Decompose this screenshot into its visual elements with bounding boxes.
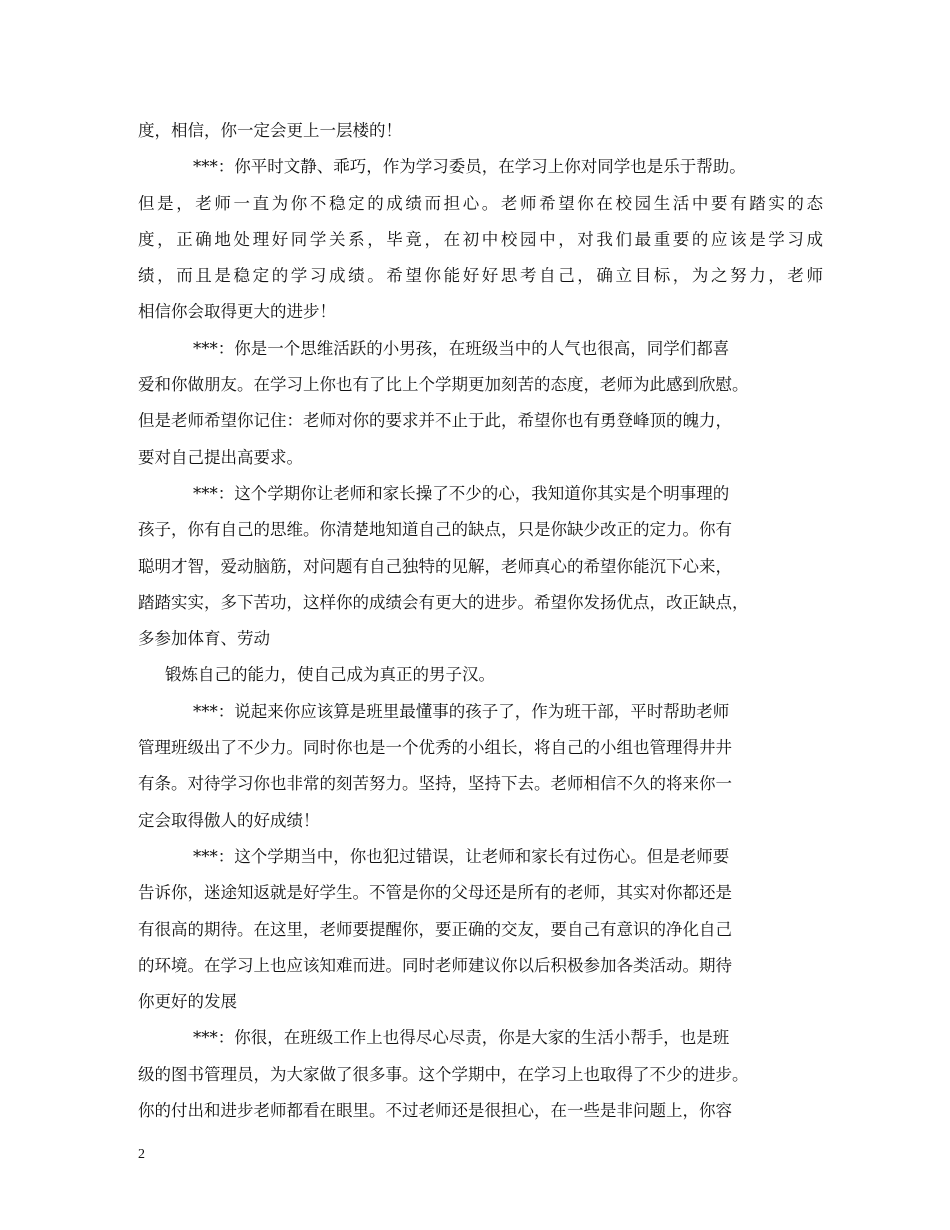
document-body (138, 113, 823, 1129)
text-line: 要对自己提出高要求。 (138, 447, 303, 467)
text-line: ***：你平时文静、乖巧，作为学习委员，在学习上你对同学也是乐于帮助。 (193, 157, 746, 177)
text-line: 但是，老师一直为你不稳定的成绩而担心。老师希望你在校园生活中要有踏实的态 (138, 193, 823, 213)
text-line: 管理班级出了不少力。同时你也是一个优秀的小组长，将自己的小组也管理得井井 (138, 738, 732, 758)
text-line: ***：说起来你应该算是班里最懂事的孩子了，作为班干部，平时帮助老师 (193, 701, 730, 721)
text-line: 相信你会取得更大的进步！ (138, 302, 336, 322)
text-line: 的环境。在学习上也应该知难而进。同时老师建议你以后积极参加各类活动。期待 (138, 955, 732, 975)
text-line: 有条。对待学习你也非常的刻苦努力。坚持，坚持下去。老师相信不久的将来你一 (138, 774, 732, 794)
text-line: 你更好的发展 (138, 992, 237, 1012)
text-line: 但是老师希望你记住：老师对你的要求并不止于此，希望你也有勇登峰顶的魄力， (138, 411, 732, 431)
text-line: 孩子，你有自己的思维。你清楚地知道自己的缺点，只是你缺少改正的定力。你有 (138, 520, 732, 540)
text-line: ***：你是一个思维活跃的小男孩，在班级当中的人气也很高，同学们都喜 (193, 338, 730, 358)
text-line: 绩，而且是稳定的学习成绩。希望你能好好思考自己，确立目标，为之努力，老师 (138, 266, 823, 286)
text-line: 度，正确地处理好同学关系，毕竟，在初中校园中，对我们最重要的应该是学习成 (138, 229, 823, 249)
text-line: 有很高的期待。在这里，老师要提醒你，要正确的交友，要自己有意识的净化自己 (138, 919, 732, 939)
text-line: ***：这个学期当中，你也犯过错误，让老师和家长有过伤心。但是老师要 (193, 846, 730, 866)
text-line: 锻炼自己的能力，使自己成为真正的男子汉。 (165, 665, 495, 685)
text-line: 度，相信，你一定会更上一层楼的！ (138, 121, 402, 140)
text-line: ***：你很，在班级工作上也得尽心尽责，你是大家的生活小帮手，也是班 (193, 1028, 730, 1048)
text-line: 爱和你做朋友。在学习上你也有了比上个学期更加刻苦的态度，老师为此感到欣慰。 (138, 375, 749, 395)
text-line: 你的付出和进步老师都看在眼里。不过老师还是很担心，在一些是非问题上，你容 (138, 1101, 732, 1121)
text-line: 多参加体育、劳动 (138, 629, 270, 649)
text-line: 聪明才智，爱动脑筋，对问题有自己独特的见解，老师真心的希望你能沉下心来， (138, 556, 732, 576)
text-line: 踏踏实实，多下苦功，这样你的成绩会有更大的进步。希望你发扬优点，改正缺点， (138, 592, 749, 612)
text-line: ***：这个学期你让老师和家长操了不少的心，我知道你其实是个明事理的 (193, 483, 730, 503)
page-number: 2 (138, 1147, 145, 1162)
text-line: 告诉你，迷途知返就是好学生。不管是你的父母还是所有的老师，其实对你都还是 (138, 883, 732, 903)
text-line: 定会取得傲人的好成绩！ (138, 810, 320, 830)
text-line: 级的图书管理员，为大家做了很多事。这个学期中，在学习上也取得了不少的进步。 (138, 1064, 749, 1084)
